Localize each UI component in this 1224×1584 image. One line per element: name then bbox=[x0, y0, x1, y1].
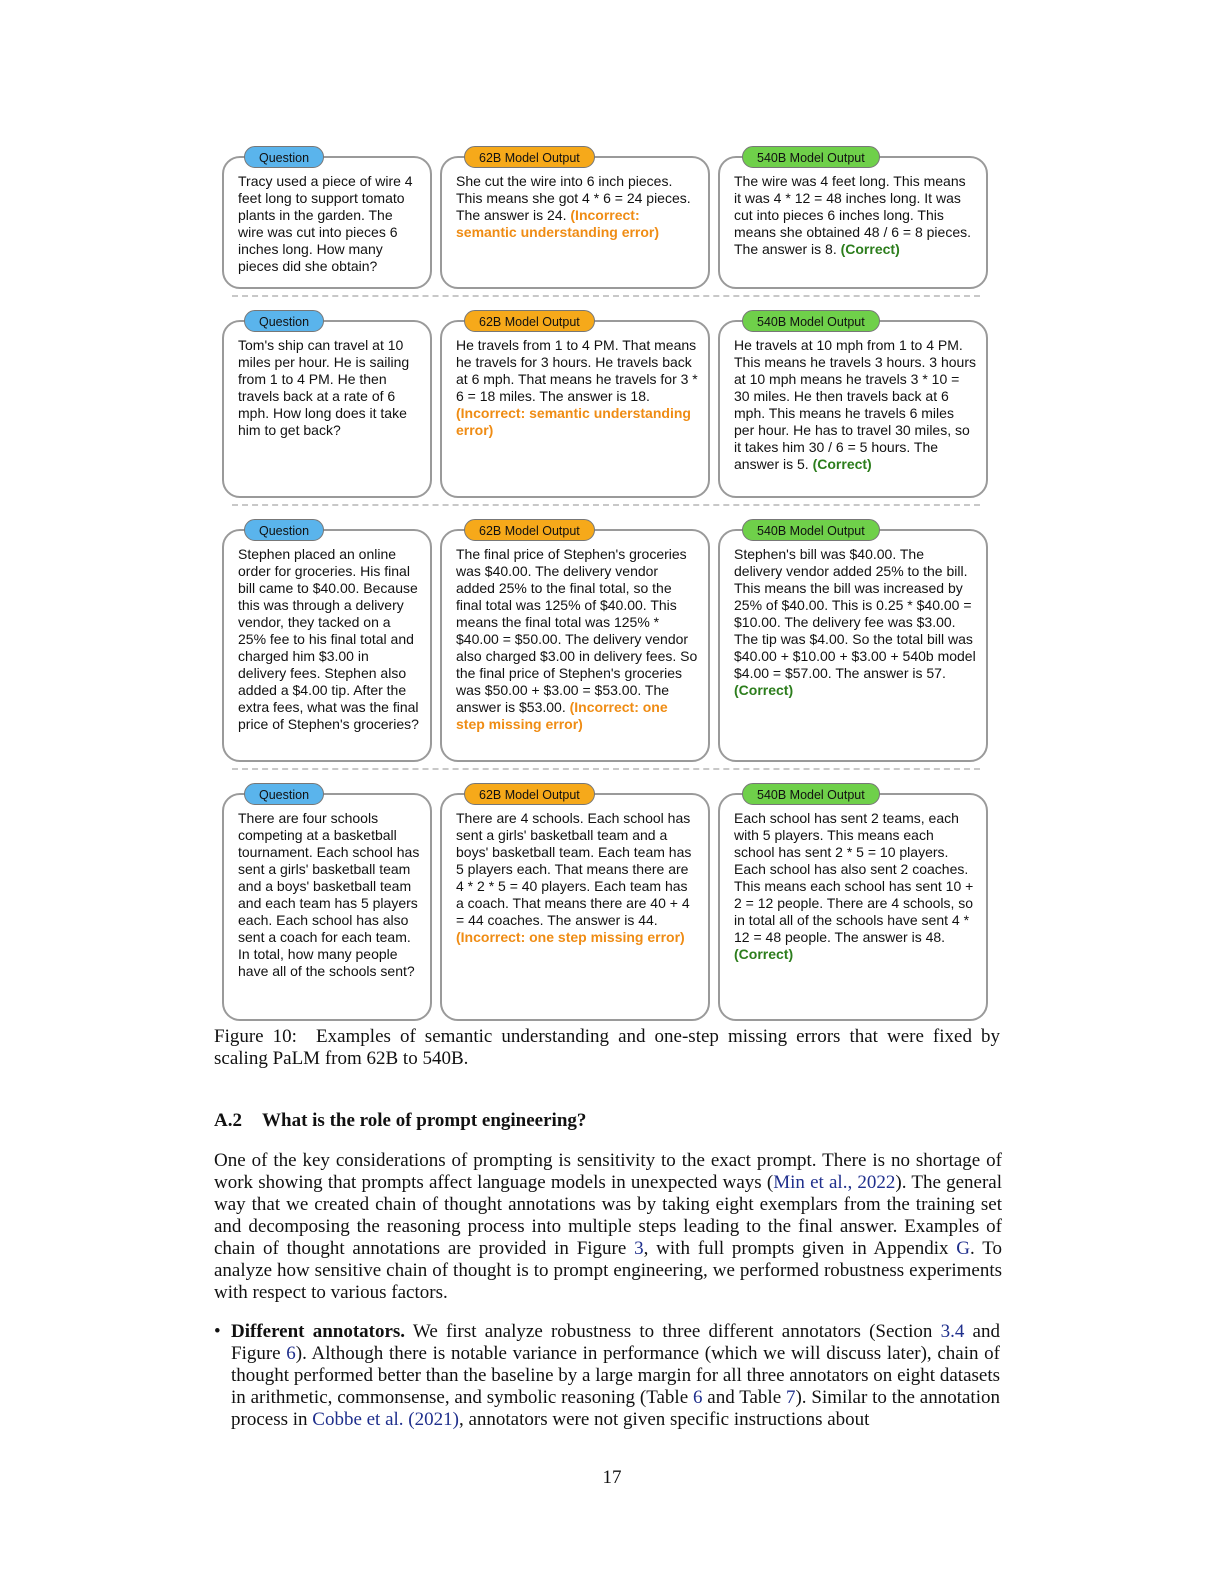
question-box bbox=[222, 315, 432, 498]
figure-ref-link[interactable]: 3 bbox=[634, 1238, 644, 1259]
incorrect-verdict: (Incorrect: semantic understanding error) bbox=[456, 405, 691, 438]
figure-10 bbox=[222, 144, 990, 1021]
correct-verdict: (Correct) bbox=[734, 682, 794, 698]
model-540b-box bbox=[718, 151, 988, 289]
section-number: A.2 bbox=[214, 1110, 242, 1131]
model-540b-box bbox=[718, 524, 988, 762]
model-62b-box bbox=[440, 315, 710, 498]
question-text: Stephen placed an online order for groceries. His final bill came to $40.00. Because this was through a delivery vendor, they tacked on a 25% fee to his final total and charged him $3.00 in delivery fees. Stephen also added a $4.00 tip. After the extra fees, what was the final price of Stephen's groceries? bbox=[238, 546, 419, 732]
model-540b-pill: 540B Model Output bbox=[742, 310, 880, 332]
model-62b-text: He travels from 1 to 4 PM. That means he travels for 3 hours. He travels back at 6 mph. That means he travels for 3 * 6 = 18 miles. The answer is 18. (Incorrect: semantic understanding error) bbox=[456, 337, 698, 438]
model-62b-box bbox=[440, 151, 710, 289]
incorrect-verdict: (Incorrect: one step missing error) bbox=[456, 699, 668, 732]
page-number: 17 bbox=[602, 1467, 622, 1488]
figure-caption bbox=[214, 1026, 1000, 1070]
model-62b-pill: 62B Model Output bbox=[464, 310, 595, 332]
model-540b-text: He travels at 10 mph from 1 to 4 PM. This means he travels 3 hours. 3 hours at 10 mph means he travels 3 * 10 = 30 miles. He then travels back at 6 mph. This means he travels 6 miles per hour. He has to travel 30 miles, so it takes him 30 / 6 = 5 hours. The answer is 5. (Correct) bbox=[734, 337, 977, 472]
appendix-ref-link[interactable]: G bbox=[956, 1238, 971, 1259]
section-ref-link[interactable]: 3.4 bbox=[940, 1321, 965, 1342]
figure-row bbox=[222, 781, 990, 1021]
citation-link[interactable]: Min et al., 2022 bbox=[773, 1172, 896, 1193]
section-title: What is the role of prompt engineering? bbox=[262, 1110, 587, 1131]
question-box bbox=[222, 788, 432, 1021]
question-text: There are four schools competing at a basketball tournament. Each school has sent a girls' basketball team and a boys' basketball team and each team has 5 players each. Each school has also sent a coach for each team. In total, how many people have all of the schools sent? bbox=[238, 810, 420, 979]
model-62b-text: There are 4 schools. Each school has sent a girls' basketball team and a boys' basketball team. Each team has 5 players each. That means there are 4 * 2 * 5 = 40 players. Each team has a coach. That means there are 40 + 4 = 44 coaches. The answer is 44. (Incorrect: one step missing error) bbox=[456, 810, 692, 945]
row-divider bbox=[232, 504, 980, 507]
question-text: Tom's ship can travel at 10 miles per hour. He is sailing from 1 to 4 PM. He then travels back at a rate of 6 mph. How long does it take him to get back? bbox=[238, 337, 410, 438]
table-ref-link[interactable]: 6 bbox=[692, 1387, 703, 1408]
model-62b-pill: 62B Model Output bbox=[464, 146, 595, 168]
model-62b-text: The final price of Stephen's groceries was $40.00. The delivery vendor added 25% to the final total, so the final total was 125% of $40.00. This means the final total was 125% * $40.00 = $50.00. The delivery vendor also charged $3.00 in delivery fees. So the final price of Stephen's groceries was $50.00 + $3.00 = $53.00. The answer is $53.00. (Incorrect: one step missing error) bbox=[456, 546, 698, 732]
row-divider bbox=[232, 295, 980, 298]
question-pill: Question bbox=[244, 519, 324, 541]
table-ref-link[interactable]: 7 bbox=[785, 1387, 796, 1408]
section-heading bbox=[214, 1110, 586, 1132]
model-540b-pill: 540B Model Output bbox=[742, 783, 880, 805]
figure-row bbox=[222, 144, 990, 289]
caption-label: Figure 10: bbox=[214, 1026, 297, 1047]
bullet-marker: • bbox=[214, 1321, 221, 1342]
figure-ref-link[interactable]: 6 bbox=[286, 1343, 296, 1364]
model-62b-text: She cut the wire into 6 inch pieces. This means she got 4 * 6 = 24 pieces. The answer is 24. (Incorrect: semantic understanding error) bbox=[456, 173, 691, 240]
question-pill: Question bbox=[244, 310, 324, 332]
question-text: Tracy used a piece of wire 4 feet long to support tomato plants in the garden. The wire was cut into pieces 6 inches long. How many pieces did she obtain? bbox=[238, 173, 413, 274]
question-pill: Question bbox=[244, 783, 324, 805]
model-540b-box bbox=[718, 315, 988, 498]
bullet-text: Different annotators. We first analyze robustness to three different annotators (Section 3.4 and Figure 6). Although there is notable variance in performance (which we will discuss later), chain of thought performed better than the baseline by a large margin for all three annotators on eight datasets in arithmetic, commonsense, and symbolic reasoning (Table 6 and Table 7). Similar to the annotation process in Cobbe et al. (2021), annotators were not given specific instructions about bbox=[231, 1321, 1001, 1430]
model-540b-pill: 540B Model Output bbox=[742, 146, 880, 168]
question-box bbox=[222, 524, 432, 762]
incorrect-verdict: (Incorrect: semantic understanding error) bbox=[456, 207, 660, 240]
row-divider bbox=[232, 768, 980, 771]
model-540b-text: Each school has sent 2 teams, each with 5 players. This means each school has sent 2 * 5 = 10 players. Each school has also sent 2 coaches. This means each school has sent 10 + 2 = 12 people. There are 4 schools, so in total all of the schools have sent 4 * 12 = 48 people. The answer is 48. (Correct) bbox=[734, 810, 974, 962]
bullet-heading: Different annotators. bbox=[231, 1321, 406, 1342]
citation-link[interactable]: Cobbe et al. (2021) bbox=[312, 1409, 459, 1430]
question-box bbox=[222, 151, 432, 289]
model-540b-text: Stephen's bill was $40.00. The delivery vendor added 25% to the bill. This means the bill was increased by 25% of $40.00. This is 0.25 * $40.00 = $10.00. The delivery fee was $3.00. The tip was $4.00. So the total bill was $40.00 + $10.00 + $3.00 + 540b model $4.00 = $57.00. The answer is 57. (Correct) bbox=[734, 546, 976, 698]
model-540b-text: The wire was 4 feet long. This means it was 4 * 12 = 48 inches long. It was cut into pieces 6 inches long. This means she obtained 48 / 6 = 8 pieces. The answer is 8. (Correct) bbox=[734, 173, 971, 257]
model-62b-pill: 62B Model Output bbox=[464, 783, 595, 805]
model-540b-box bbox=[718, 788, 988, 1021]
correct-verdict: (Correct) bbox=[812, 456, 872, 472]
model-62b-box bbox=[440, 524, 710, 762]
model-540b-pill: 540B Model Output bbox=[742, 519, 880, 541]
model-62b-pill: 62B Model Output bbox=[464, 519, 595, 541]
correct-verdict: (Correct) bbox=[734, 946, 794, 962]
incorrect-verdict: (Incorrect: one step missing error) bbox=[456, 929, 685, 945]
figure-row bbox=[222, 517, 990, 762]
question-pill: Question bbox=[244, 146, 324, 168]
model-62b-box bbox=[440, 788, 710, 1021]
figure-row bbox=[222, 308, 990, 498]
correct-verdict: (Correct) bbox=[840, 241, 900, 257]
caption-text: Examples of semantic understanding and one-step missing errors that were fixed by scaling PaLM from 62B to 540B. bbox=[214, 1026, 1001, 1069]
body-paragraph: One of the key considerations of prompting is sensitivity to the exact prompt. There is no shortage of work showing that prompts affect language models in unexpected ways (Min et al., 2022). The general way that we created chain of thought annotations was by taking eight exemplars from the training set and decomposing the reasoning process into multiple steps leading to the final answer. Examples of chain of thought annotations are provided in Figure 3, with full prompts given in Appendix G. To analyze how sensitive chain of thought is to prompt engineering, we performed robustness experiments with respect to various factors. bbox=[214, 1150, 1002, 1303]
bullet-item bbox=[214, 1321, 1000, 1431]
